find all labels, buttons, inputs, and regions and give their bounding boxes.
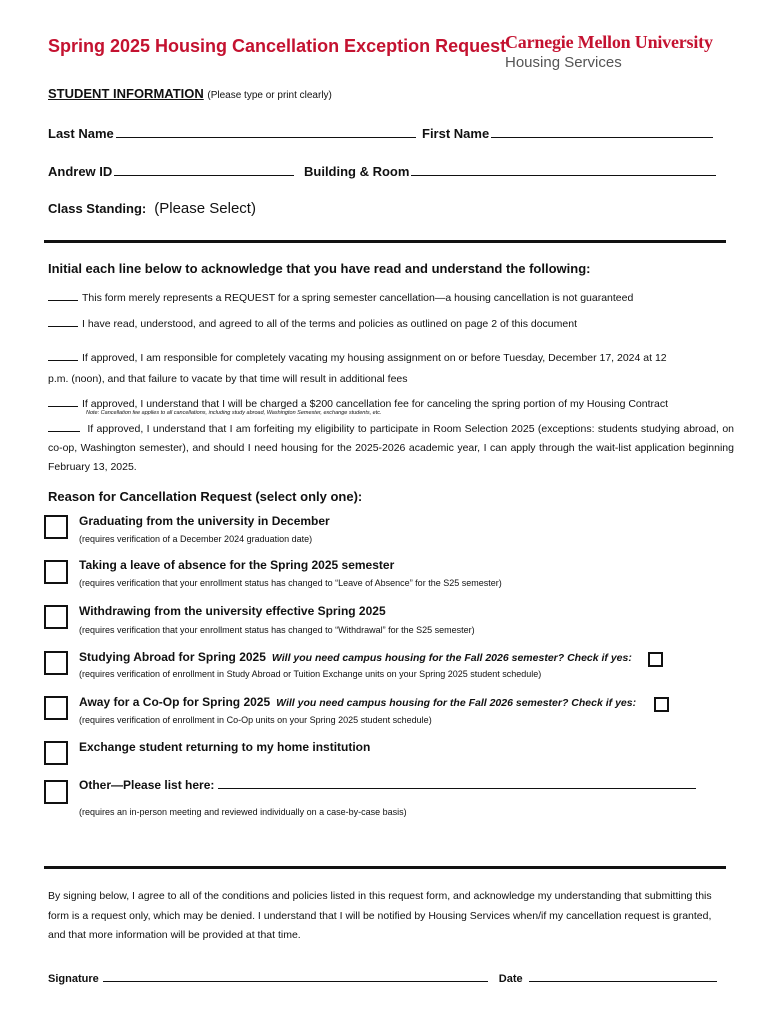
other-label-text: Other—Please list here: <box>79 778 215 792</box>
ack-text-1: This form merely represents a REQUEST for a spring semester cancellation—a housing cancellation is not guaranteed <box>82 292 634 304</box>
reason-checkbox-withdrawing[interactable] <box>44 605 68 629</box>
andrew-id-label: Andrew ID <box>48 164 113 179</box>
co-op-question: Will you need campus housing for the Fall 2026 semester? Check if yes: <box>276 697 637 709</box>
ack-line-1 <box>48 290 733 304</box>
reason-label-exchange: Exchange student returning to my home institution <box>79 740 371 754</box>
reason-sub-withdrawing: (requires verification that your enrollment status has changed to “Withdrawal” for the S25 semester) <box>79 625 475 635</box>
logo-university-name: Carnegie Mellon University <box>505 32 713 52</box>
cmu-logo <box>505 32 713 71</box>
reason-label-other <box>79 776 696 792</box>
student-info-heading <box>48 86 332 101</box>
first-name-input-line[interactable] <box>491 125 713 138</box>
reason-sub-co-op: (requires verification of enrollment in Co-Op units on your Spring 2025 student schedule) <box>79 715 432 725</box>
co-op-fall-housing-checkbox[interactable] <box>654 697 669 712</box>
reason-label-leave: Taking a leave of absence for the Spring 2025 semester <box>79 558 395 572</box>
reason-heading: Reason for Cancellation Request (select only one): <box>48 489 363 504</box>
study-abroad-label-text: Studying Abroad for Spring 2025 <box>79 650 266 664</box>
building-room-field[interactable] <box>304 163 716 179</box>
reason-checkbox-co-op[interactable] <box>44 696 68 720</box>
class-standing-label: Class Standing: <box>48 201 147 216</box>
reason-label-graduating: Graduating from the university in December <box>79 514 330 528</box>
reason-sub-leave: (requires verification that your enrollment status has changed to “Leave of Absence” for the S25 semester) <box>79 578 502 588</box>
section-divider-bottom <box>44 866 726 869</box>
fee-note: Note: Cancellation fee applies to all cancellations, including study abroad, Washington Semester, exchange students, etc. <box>86 410 382 416</box>
ack-line-5 <box>48 420 734 477</box>
other-input-line[interactable] <box>218 776 696 789</box>
reason-checkbox-study-abroad[interactable] <box>44 651 68 675</box>
reason-sub-study-abroad: (requires verification of enrollment in Study Abroad or Tuition Exchange units on your Spring 2025 student schedule) <box>79 669 542 679</box>
reason-checkbox-exchange[interactable] <box>44 741 68 765</box>
date-label: Date <box>498 973 523 985</box>
building-room-input-line[interactable] <box>411 163 716 176</box>
initial-blank-4[interactable] <box>48 396 78 407</box>
ack-line-3 <box>48 350 733 364</box>
student-info-note: (Please type or print clearly) <box>207 90 332 101</box>
initial-blank-1[interactable] <box>48 290 78 301</box>
student-info-title: STUDENT INFORMATION <box>48 86 204 101</box>
ack-text-3: If approved, I am responsible for completely vacating my housing assignment on or before Tuesday, December 17, 2024 at 12 <box>82 352 667 364</box>
ack-text-4: If approved, I understand that I will be charged a $200 cancellation fee for canceling the spring portion of my Housing Contract <box>82 398 669 410</box>
last-name-field[interactable] <box>48 125 416 141</box>
ack-text-5: If approved, I understand that I am forfeiting my eligibility to participate in Room Selection 2025 (exceptions: students studying abroad, on co-op, Washington semester), and should I need housing for the 2025-2026 academic year, I can apply through the wait-list application beginning February 13, 2025. <box>48 423 734 473</box>
signing-statement: By signing below, I agree to all of the conditions and policies listed in this request form, and acknowledge my understanding that submitting this form is a request only, which may be denied. I understand that I will be notified by Housing Services when/if my cancellation request is granted, and that more information will be provided at that time. <box>48 890 712 941</box>
reason-sub-other: (requires an in-person meeting and reviewed individually on a case-by-case basis) <box>79 807 407 817</box>
initial-blank-5[interactable] <box>48 421 80 432</box>
first-name-field[interactable] <box>422 125 713 141</box>
signature-label: Signature <box>48 973 99 985</box>
ack-line-3-cont: p.m. (noon), and that failure to vacate by that time will result in additional fees <box>48 373 408 385</box>
last-name-label: Last Name <box>48 126 114 141</box>
reason-checkbox-graduating[interactable] <box>44 515 68 539</box>
first-name-label: First Name <box>422 126 490 141</box>
study-abroad-question: Will you need campus housing for the Fall 2026 semester? Check if yes: <box>271 652 632 664</box>
reason-checkbox-other[interactable] <box>44 780 68 804</box>
andrew-id-input-line[interactable] <box>114 163 294 176</box>
ack-text-2: I have read, understood, and agreed to all of the terms and policies as outlined on page 2 of this document <box>82 318 577 330</box>
co-op-label-text: Away for a Co-Op for Spring 2025 <box>79 695 271 709</box>
acknowledgement-heading: Initial each line below to acknowledge that you have read and understand the following: <box>48 261 591 276</box>
last-name-input-line[interactable] <box>116 125 416 138</box>
reason-checkbox-leave[interactable] <box>44 560 68 584</box>
reason-sub-graduating: (requires verification of a December 2024 graduation date) <box>79 534 313 544</box>
section-divider-top <box>44 240 726 243</box>
ack-line-4 <box>48 396 733 410</box>
date-input-line[interactable] <box>529 971 717 982</box>
study-abroad-fall-housing-checkbox[interactable] <box>648 652 663 667</box>
logo-department-name: Housing Services <box>505 54 622 71</box>
ack-line-2 <box>48 316 733 330</box>
reason-label-study-abroad <box>79 650 632 664</box>
signature-row <box>48 971 717 985</box>
class-standing-select[interactable]: (Please Select) <box>154 200 256 217</box>
andrew-id-field[interactable] <box>48 163 294 179</box>
building-room-label: Building & Room <box>304 164 410 179</box>
form-title: Spring 2025 Housing Cancellation Exception Request <box>48 36 507 56</box>
reason-label-co-op <box>79 695 636 709</box>
class-standing-field <box>48 200 256 217</box>
initial-blank-2[interactable] <box>48 316 78 327</box>
signature-input-line[interactable] <box>103 971 488 982</box>
reason-label-withdrawing: Withdrawing from the university effective Spring 2025 <box>79 604 386 618</box>
initial-blank-3[interactable] <box>48 350 78 361</box>
